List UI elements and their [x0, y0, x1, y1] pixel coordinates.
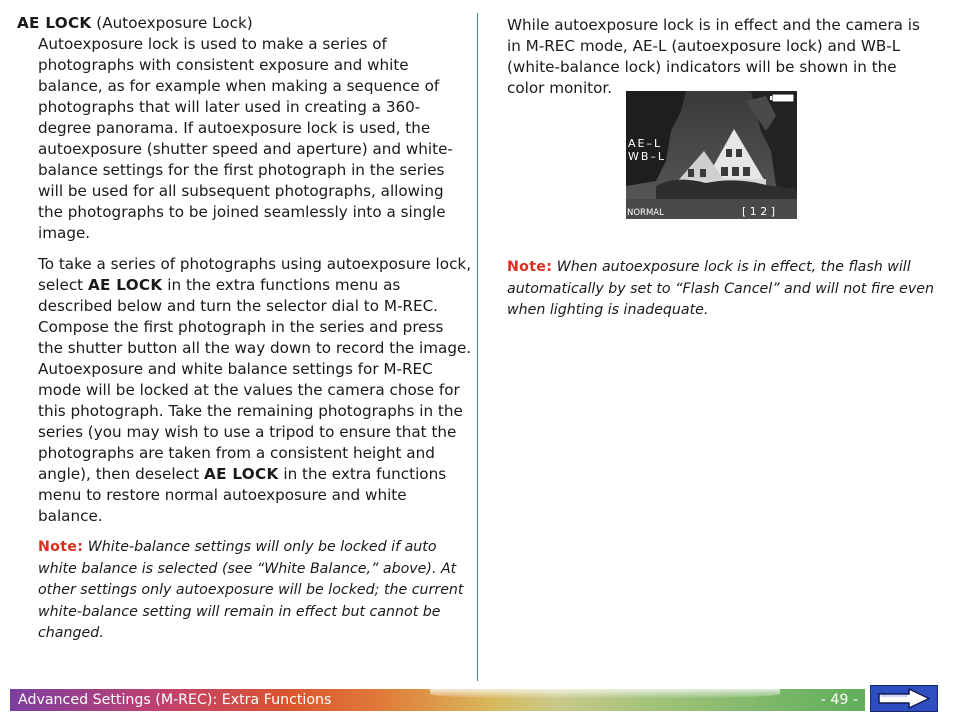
monitor-scene — [626, 91, 797, 219]
section-heading — [17, 13, 472, 34]
note-flash — [507, 257, 937, 322]
procedure-text-2: in the extra functions menu as described below and turn the selector dial to M-REC. Compose the first photograph in the series and press the shutter button all the way down to record the image. Autoexposure and white balance settings for M-REC mode will be locked at the values the camera chose for this photograph. Take the remaining photographs in the series (you may wish to use a tripod to ensure that the photographs are taken from a consistent height and angle), then deselect — [38, 276, 472, 483]
battery-icon — [772, 94, 794, 102]
procedure-menu-item-2: AE LOCK — [204, 465, 279, 483]
procedure-paragraph — [38, 254, 472, 527]
wb-lock-indicator: WB–L — [628, 150, 667, 163]
battery-terminal — [770, 96, 772, 100]
procedure-text-3: in the extra functions menu to restore normal autoexposure and white balance. — [38, 465, 447, 525]
note-label: Note: — [38, 539, 84, 555]
frame-count: [ 1 2 ] — [742, 205, 776, 218]
section-body — [38, 34, 472, 645]
monitor-paragraph: While autoexposure lock is in effect and the camera is in M-REC mode, AE-L (autoexposure lock) and WB-L (white-balance lock) indicators will be shown in the color monitor. — [507, 16, 920, 97]
note-white-balance — [38, 537, 472, 645]
page-number: - 49 - — [820, 692, 858, 708]
left-column — [17, 13, 472, 645]
right-arrow-icon — [871, 686, 937, 711]
intro-paragraph: Autoexposure lock is used to make a series of photographs with consistent exposure and white balance, as for example when making a sequence of photographs that will later used in creating a 360-degree panorama. If autoexposure lock is used, the autoexposure (shutter speed and aperture) and white-balance settings for the first photograph in the series will be used for all subsequent photographs, allowing the photographs to be joined seamlessly into a single image. — [38, 35, 453, 242]
procedure-menu-item-1: AE LOCK — [87, 276, 163, 294]
footer-highlight — [430, 689, 780, 699]
monitor-preview-image — [626, 91, 797, 219]
next-page-button[interactable] — [870, 685, 938, 712]
note-text: When autoexposure lock is in effect, the flash will automatically by set to “Flash Cancel” and will not fire even when lighting is inadequate. — [507, 259, 935, 318]
note-text: White-balance settings will only be locked if auto white balance is selected (see “White Balance,” above). At other settings only autoexposure will be locked; the current white-balance setting will remain in effect but cannot be changed. — [38, 539, 464, 641]
procedure-text-1: To take a series of photographs using autoexposure lock, select — [38, 255, 472, 294]
ae-lock-indicator: AE–L — [628, 137, 663, 150]
note-label: Note: — [507, 259, 553, 275]
heading-subtitle: (Autoexposure Lock) — [91, 14, 253, 32]
heading-ae-lock: AE LOCK — [17, 14, 92, 32]
column-divider — [477, 13, 478, 681]
quality-indicator: NORMAL — [627, 208, 664, 218]
footer-section-title: Advanced Settings (M-REC): Extra Functions — [18, 692, 332, 708]
